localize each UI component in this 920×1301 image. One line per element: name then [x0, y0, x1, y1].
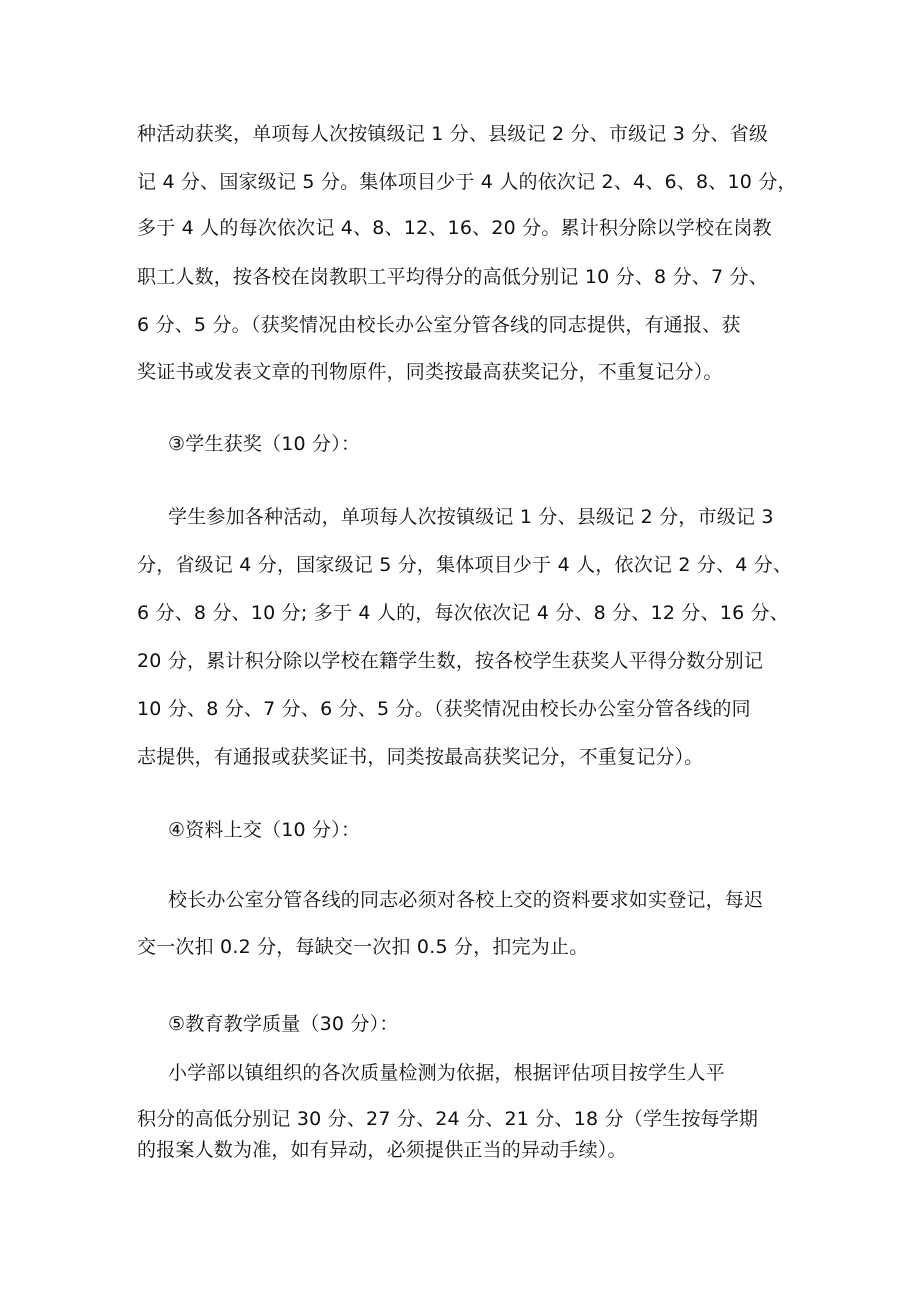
text-line: 10 分、8 分、7 分、6 分、5 分。（获奖情况由校长办公室分管各线的同 — [137, 698, 751, 720]
text-line: 校长办公室分管各线的同志必须对各校上交的资料要求如实登记，每迟 — [168, 889, 764, 911]
text-line: 6 分、8 分、10 分; 多于 4 人的，每次依次记 4 分、8 分、12 分、16 分、 — [137, 602, 790, 624]
text-line: 的报案人数为准，如有异动，必须提供正当的异动手续）。 — [137, 1139, 627, 1161]
text-line: 职工人数，按各校在岗教职工平均得分的高低分别记 10 分、8 分、7 分、 — [137, 266, 768, 288]
text-line: 记 4 分、国家级记 5 分。集体项目少于 4 人的依次记 2、4、6、8、10 分， — [137, 171, 797, 193]
text-line: 20 分，累计积分除以学校在籍学生数，按各校学生获奖人平得分数分别记 — [137, 650, 764, 672]
text-line: 志提供，有通报或获奖证书，同类按最高获奖记分，不重复记分）。 — [137, 746, 704, 768]
section-heading-teaching-quality: ⑤教育教学质量（30 分）： — [168, 1013, 399, 1035]
text-line: 交一次扣 0.2 分，每缺交一次扣 0.5 分，扣完为止。 — [137, 936, 589, 958]
text-line: 奖证书或发表文章的刊物原件，同类按最高获奖记分，不重复记分）。 — [137, 361, 723, 383]
text-line: 分，省级记 4 分，国家级记 5 分，集体项目少于 4 人，依次记 2 分、4 分、 — [137, 554, 793, 576]
section-heading-student-awards: ③学生获奖（10 分）： — [168, 433, 361, 455]
text-line: 积分的高低分别记 30 分、27 分、24 分、21 分、18 分（学生按每学期 — [137, 1108, 759, 1130]
text-line: 6 分、5 分。（获奖情况由校长办公室分管各线的同志提供，有通报、获 — [137, 314, 741, 336]
text-line: 学生参加各种活动，单项每人次按镇级记 1 分、县级记 2 分，市级记 3 — [168, 506, 774, 528]
section-heading-materials: ④资料上交（10 分）： — [168, 819, 361, 841]
text-line: 多于 4 人的每次依次记 4、8、12、16、20 分。累计积分除以学校在岗教 — [137, 217, 772, 239]
text-line: 小学部以镇组织的各次质量检测为依据，根据评估项目按学生人平 — [168, 1062, 725, 1084]
text-line: 种活动获奖，单项每人次按镇级记 1 分、县级记 2 分、市级记 3 分、省级 — [137, 123, 769, 145]
